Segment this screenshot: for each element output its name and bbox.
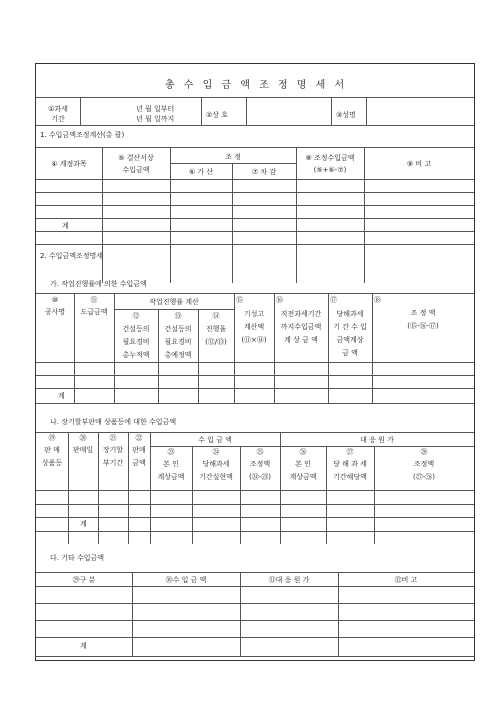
na-col8-b: 계상금액 [289,473,317,481]
na-col4-b: 금액 [132,459,146,467]
rule [36,362,474,363]
na-col8-num: ㉖ [299,448,307,456]
rule [331,97,332,125]
rule [36,637,474,638]
na-total: 계 [80,520,87,528]
ga-col3-a: 건설등의 [122,325,150,333]
rule [36,432,474,433]
ga-col9-num: ⑱ [374,296,381,304]
ga-col5-num: ⑭ [212,312,220,320]
na-col7-b: (㉔-㉓) [249,473,271,481]
rule [36,403,474,404]
rule [36,231,474,232]
ga-col5-a: 진행율 [205,325,227,333]
period-from: 년 월 일부터 [136,105,175,113]
period-label-1: ①과세 [48,105,68,113]
na-col10-a: 조정액 [413,460,435,468]
form-frame [35,63,475,661]
ga-col8-b: 기 간 수 입 [333,323,367,331]
ga-col4-a: 건설등의 [164,325,192,333]
rule [36,603,474,604]
ga-col8-c: 금액계상 [336,336,364,344]
ga-col2-num: ⑪ [90,296,98,304]
ga-col5-b: (⑫/⑬) [205,338,227,346]
da-col3: ㉛대 응 원 가 [268,576,310,584]
sec1-heading: 1. 수입금액조정계산(총 괄) [40,131,125,139]
sub-ga-heading: 가. 작업진행률에 의한 수입금액 [50,280,147,288]
rule [36,192,474,193]
rule [36,293,474,294]
name-label: ③성명 [336,111,356,119]
col-adjusted-1: ⑧ 조정수입금액 [305,154,355,162]
rule [80,97,81,125]
da-col4: ㉜비 고 [394,576,418,584]
rule [246,97,247,125]
col-settlement-1: ⑤ 결산서상 [118,154,154,162]
ga-col6-a: 기성고 [243,310,265,318]
col-add: ⑥ 가 산 [188,168,214,176]
sec2-heading: 2. 수입금액조정명세 [40,252,103,260]
na-col3-a: 장기할 [102,446,124,454]
ga-col7-a: 직전과세기간 [280,310,322,318]
rule [36,490,474,491]
na-col1-b: 상품등 [41,459,63,467]
na-col4-a: 판매 [132,446,146,454]
col-note: ⑨ 비 고 [406,160,432,168]
rule [36,656,474,657]
rule [36,97,474,98]
ga-col3-b: 필요경비 [122,338,150,346]
ga-col1-num: ⑩ [51,296,59,304]
ga-progress: 작업진행률 계산 [149,298,199,306]
form-title: 총 수 입 금 액 조 정 명 세 서 [164,80,348,91]
ga-col3-num: ⑫ [132,312,140,320]
sub-da-heading: 다. 기타 수입금액 [50,554,105,562]
na-col4-num: ㉒ [135,434,143,442]
na-col8-a: 본 인 [295,460,311,468]
col-account: ④ 계정과목 [51,160,87,168]
ga-col7-b: 까지수입금액 [280,323,322,331]
ga-col3-c: 총누적액 [122,351,150,359]
rule [36,125,474,126]
ga-col6-num: ⑮ [236,296,243,304]
na-col3-b: 부기간 [102,459,124,467]
rule [36,620,474,621]
ga-col9-b: (⑮-⑯-⑰) [407,322,439,330]
na-col6-num: ㉔ [212,448,220,456]
rule [36,218,474,219]
da-col1: ㉙구 분 [72,576,96,584]
rule [36,205,474,206]
na-col6-a: 당해과세 [202,460,230,468]
rule [36,586,474,587]
na-col10-b: (㉗-㉖) [413,473,435,481]
rule [366,97,367,125]
ga-col8-d: 금 액 [342,349,358,357]
na-col9-num: ㉗ [346,448,354,456]
trade-name-label: ②상 호 [206,111,229,119]
rule [170,163,296,164]
ga-col7-num: ⑯ [276,296,283,304]
ga-total: 계 [58,392,65,400]
na-col7-a: 조정액 [249,460,271,468]
ga-col4-c: 총예정액 [164,351,192,359]
na-col7-num: ㉕ [256,448,264,456]
col-adjust: 조 정 [225,153,241,161]
na-col2: 판매일 [72,446,94,454]
na-col9-b: 기간해당액 [333,473,367,481]
da-col2: ㉚수 입 금 액 [165,576,207,584]
ga-col7-c: 계 상 금 액 [284,336,318,344]
ga-col8-a: 당해과세 [336,310,364,318]
na-col3-num: ㉑ [109,434,117,442]
ga-col4-b: 필요경비 [164,338,192,346]
sub-na-heading: 나. 장기할부판매 상품등에 대한 수입금액 [50,418,177,426]
sec1-total: 계 [62,222,69,230]
na-col2-num: ⑳ [79,434,87,442]
rule [36,504,474,505]
ga-col1: 공사명 [44,308,66,316]
col-sub: ⑦ 차 감 [251,168,277,176]
na-col5-a: 본 인 [163,460,179,468]
da-total: 계 [80,642,87,650]
na-col10-num: ㉘ [420,448,428,456]
na-col1-a: 판 매 [44,446,60,454]
rule [150,446,474,447]
ga-col6-c: (⑪×⑭) [241,336,267,344]
rule [201,97,202,125]
ga-col2: 도급금액 [80,308,108,316]
na-col5-num: ㉓ [167,448,175,456]
rule [232,163,233,283]
na-col6-b: 기간실현액 [199,473,233,481]
ga-col8-num: ⑰ [330,296,337,304]
period-label-2: 기간 [51,115,65,123]
ga-col6-b: 계산액 [243,323,265,331]
ga-col9-a: 조 정 액 [410,309,436,317]
na-income: 수 입 금 액 [198,436,232,444]
na-cost: 대 응 원 가 [360,436,394,444]
rule [114,309,234,310]
rule [36,244,474,245]
period-to: 년 월 일까지 [136,115,175,123]
col-adjusted-2: (⑤+⑥-⑦) [313,166,347,174]
rule [36,375,474,376]
na-col1-num: ⑲ [48,434,56,442]
col-settlement-2: 수입금액 [122,166,150,174]
ga-col4-num: ⑬ [174,312,182,320]
na-col9-a: 당 해 과 세 [333,460,367,468]
rule [36,531,474,532]
rule [36,388,474,389]
rule [36,517,474,518]
na-col5-b: 계상금액 [157,473,185,481]
rule [36,572,474,573]
rule [36,179,474,180]
